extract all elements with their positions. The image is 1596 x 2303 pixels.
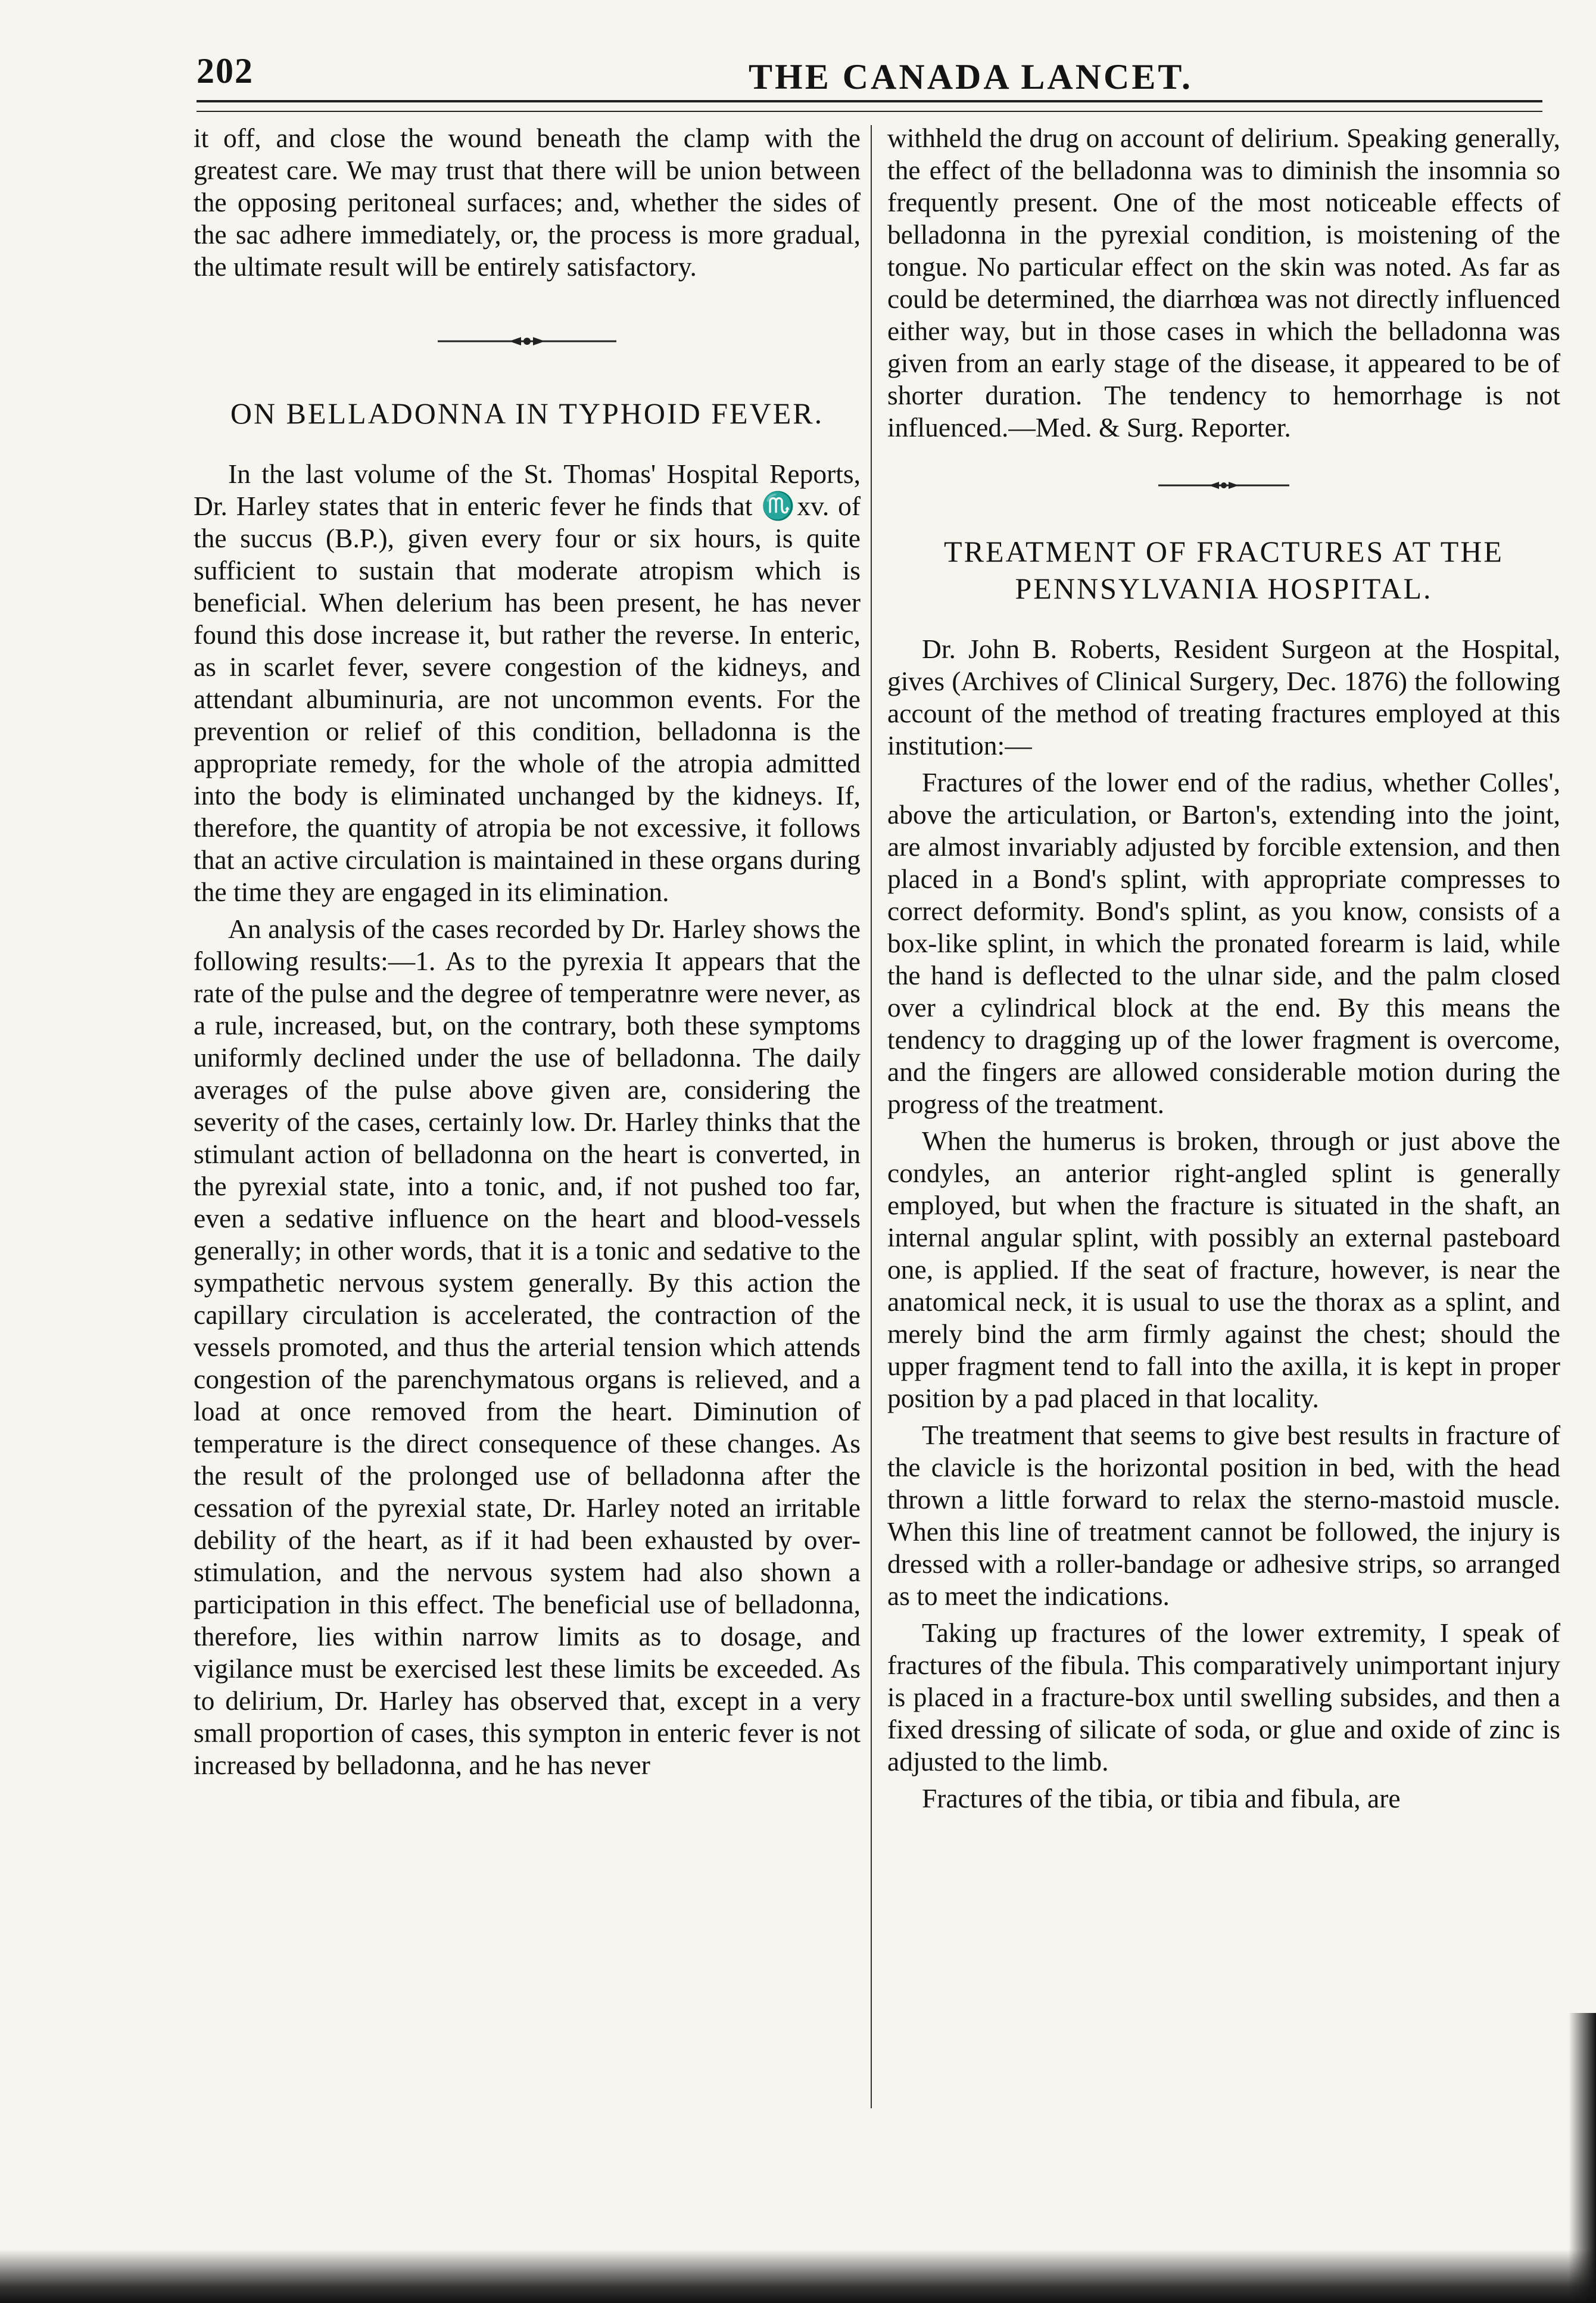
article-paragraph: In the last volume of the St. Thomas' Hospital Reports, Dr. Harley states that in enteric fever he finds that ♏xv. of the succus (B.P.), given every four or six hours, is quite sufficient to sustain that moderate atropism which is beneficial. When delerium has been present, he has never found this dose increase it, but rather the reverse. In enteric, as in scarlet fever, severe congestion of the kidneys, and attendant albuminuria, are not uncommon events. For the prevention or relief of this condition, belladonna is the appropriate remedy, for the whole of the atropia admitted into the body is eliminated unchanged by the kidneys. If, therefore, the quantity of atropia be not excessive, it follows that an active circulation is maintained in these organs during the time they are engaged in its elimination. <box>194 459 861 907</box>
article-paragraph: Taking up fractures of the lower extremity, I speak of fractures of the fibula. This comparatively unimportant injury is placed in a fracture-box until swelling subsides, and then a fixed dressing of silicate of soda, or glue and oxide of zinc is adjusted to the limb. <box>887 1618 1560 1777</box>
right-column <box>887 122 1560 1815</box>
section-divider-ornament <box>438 335 616 347</box>
carryover-paragraph: it off, and close the wound beneath the clamp with the greatest care. We may trust that there will be union between the opposing peritoneal surfaces; and, whether the sides of the sac adhere immediately, or, the process is more gradual, the ultimate result will be entirely satisfactory. <box>194 123 861 282</box>
article-title-belladonna: ON BELLADONNA IN TYPHOID FEVER. <box>230 397 824 430</box>
article-title-fractures: TREATMENT OF FRACTURES AT THE PENNSYLVANIA HOSPITAL. <box>944 535 1504 605</box>
article-paragraph: When the humerus is broken, through or just above the condyles, an anterior right-angled splint is generally employed, but when the fracture is situated in the shaft, an internal angular splint, with possibly an external pasteboard one, is applied. If the seat of fracture, however, is near the anatomical neck, it is usual to use the thorax as a splint, and merely bind the arm firmly against the chest; should the upper fragment tend to fall into the axilla, it is kept in proper position by a pad placed in that locality. <box>887 1126 1560 1413</box>
left-column <box>194 122 861 1781</box>
running-head <box>197 51 1530 98</box>
column-divider <box>871 125 872 2108</box>
article-paragraph: An analysis of the cases recorded by Dr. Harley shows the following results:—1. As to the pyrexia It appears that the rate of the pulse and the degree of temperatnre were never, as a rule, increased, but, on the contrary, both these symptoms uniformly declined under the use of belladonna. The daily averages of the pulse above given are, considering the severity of the cases, certainly low. Dr. Harley thinks that the stimulant action of belladonna on the heart is converted, in the pyrexial state, into a tonic, and, if not pushed too far, even a sedative influence on the heart and blood-vessels generally; in other words, that it is a tonic and sedative to the sympathetic nervous system generally. By this action the capillary circulation is accelerated, the contraction of the vessels promoted, and thus the arterial tension which attends congestion of the parenchymatous organs is relieved, and a load at once removed from the heart. Diminution of temperature is the direct consequence of these changes. As the result of the prolonged use of belladonna after the cessation of the pyrexial state, Dr. Harley noted an irritable debility of the heart, as if it had been exhausted by over-stimulation, and the nervous system had also shown a participation in this effect. The beneficial use of belladonna, therefore, lies within narrow limits as to dosage, and vigilance must be exercised lest these limits be exceeded. As to delirium, Dr. Harley has observed that, except in a very small proportion of cases, this sympton in enteric fever is not increased by belladonna, and he has never <box>194 914 861 1780</box>
article-paragraph: The treatment that seems to give best results in fracture of the clavicle is the horizontal position in bed, with the head thrown a little forward to relax the sterno-mastoid muscle. When this line of treatment cannot be followed, the injury is dressed with a roller-bandage or adhesive strips, so arranged as to meet the indications. <box>887 1420 1560 1611</box>
section-divider-ornament <box>1158 479 1289 491</box>
header-rule <box>197 100 1542 112</box>
article-paragraph: Fractures of the tibia, or tibia and fibula, are <box>922 1783 1401 1813</box>
page-bottom-shadow <box>0 2249 1596 2303</box>
article-paragraph: Fractures of the lower end of the radius, whether Colles', above the articulation, or Barton's, extending into the joint, are almost invariably adjusted by forcible extension, and then placed in a Bond's splint, with appropriate compresses to correct deformity. Bond's splint, as you know, consists of a box-like splint, in which the pronated forearm is laid, while the hand is deflected to the ulnar side, and the palm closed over a cylindrical block at the end. By this means the tendency to dragging up of the lower fragment is overcome, and the fingers are allowed considerable motion during the progress of the treatment. <box>887 767 1560 1119</box>
page-number: 202 <box>197 51 254 91</box>
continuation-paragraph: withheld the drug on account of delirium. Speaking generally, the effect of the belladonna was to diminish the insomnia so frequently present. One of the most noticeable effects of belladonna in the pyrexial condition, is moistening of the tongue. No particular effect on the skin was noted. As far as could be determined, the diarrhœa was not directly influenced either way, but in those cases in which the belladonna was given from an early stage of the disease, it appeared to be of shorter duration. The tendency to hemorrhage is not influenced.—Med. & Surg. Reporter. <box>887 123 1560 442</box>
article-paragraph: Dr. John B. Roberts, Resident Surgeon at the Hospital, gives (Archives of Clinical Surgery, Dec. 1876) the following account of the method of treating fractures employed at this institution:— <box>887 634 1560 761</box>
journal-title: THE CANADA LANCET. <box>749 57 1193 96</box>
